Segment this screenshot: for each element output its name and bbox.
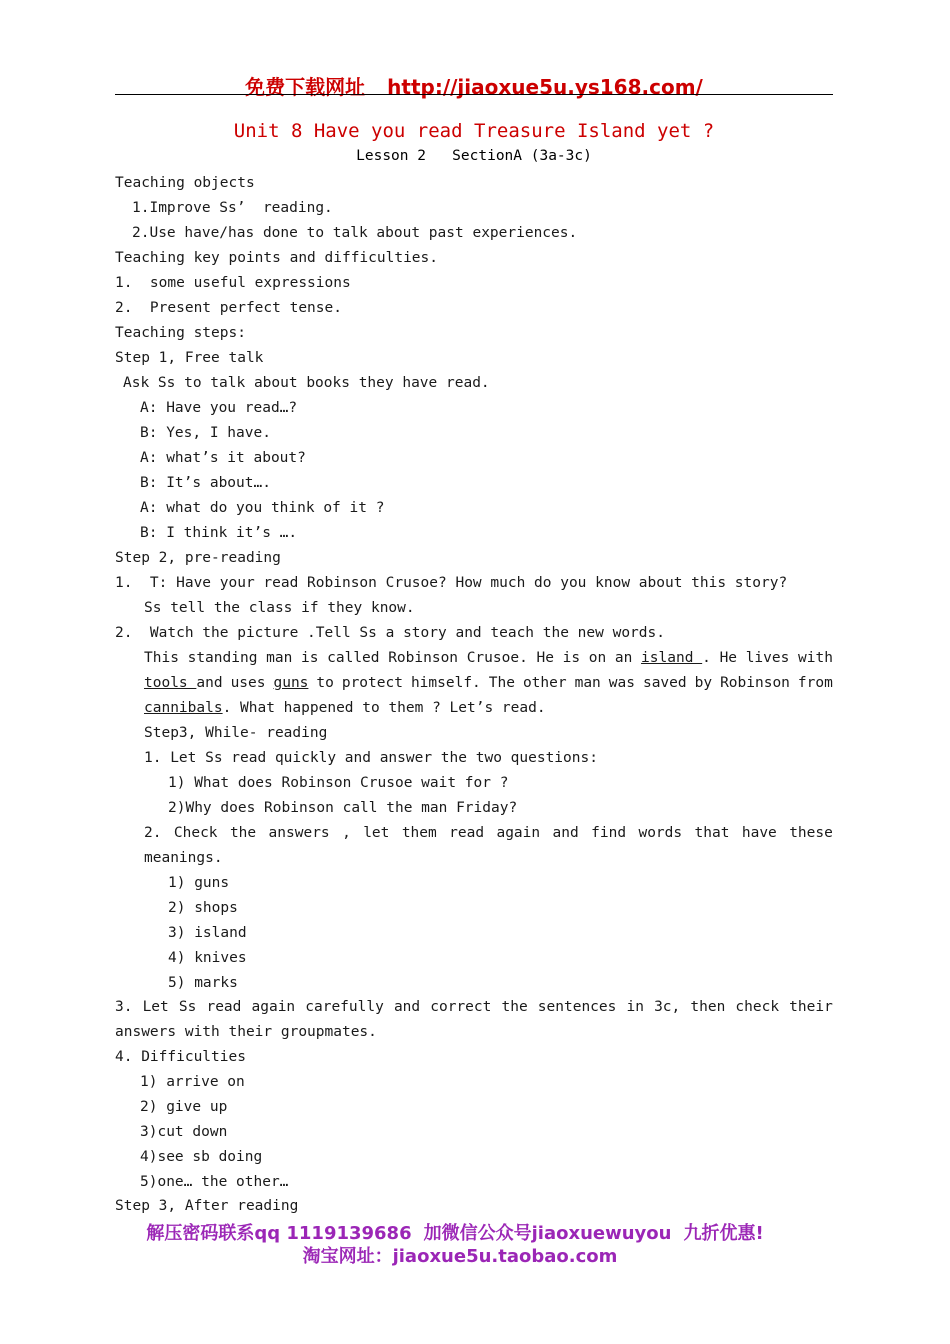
- word-item: 4) knives: [168, 950, 247, 966]
- story-line-1: This standing man is called Robinson Crusoe. He is on an island . He lives with: [144, 650, 833, 666]
- step2-heading: Step 2, pre-reading: [115, 550, 281, 566]
- difficulty-item: 3)cut down: [140, 1124, 228, 1140]
- step3-heading: Step3, While- reading: [144, 725, 328, 741]
- story-line-3: cannibals. What happened to them ? Let’s read.: [144, 700, 546, 716]
- page-subtitle: Lesson 2 SectionA (3a-3c): [356, 148, 592, 164]
- word-item: 1) guns: [168, 875, 230, 891]
- step1-heading: Step 1, Free talk: [115, 350, 264, 366]
- page-title: Unit 8 Have you read Treasure Island yet ?: [233, 120, 715, 142]
- item3-line: 3. Let Ss read again carefully and correct the sentences in 3c, then check their: [115, 999, 833, 1015]
- footer-shop-link[interactable]: 淘宝网址：jiaoxue5u.taobao.com: [302, 1246, 618, 1267]
- dialog-line: A: what’s it about?: [140, 450, 306, 466]
- header-url-link[interactable]: http://jiaoxue5u.ys168.com/: [387, 75, 703, 99]
- step3-q1: 1. Let Ss read quickly and answer the two questions:: [144, 750, 598, 766]
- difficulty-item: 1) arrive on: [140, 1074, 245, 1090]
- dialog-line: B: I think it’s ….: [140, 525, 298, 541]
- item4-heading: 4. Difficulties: [115, 1049, 246, 1065]
- objective-item: 2.Use have/has done to talk about past experiences.: [132, 225, 578, 241]
- step2-item2: 2. Watch the picture .Tell Ss a story and teach the new words.: [115, 625, 665, 641]
- item3-cont: answers with their groupmates.: [115, 1024, 377, 1040]
- dialog-line: B: Yes, I have.: [140, 425, 271, 441]
- objectives-heading: Teaching objects: [115, 175, 255, 191]
- step3-q2: 2. Check the answers , let them read again and find words that have these: [144, 825, 833, 841]
- dialog-line: A: Have you read…?: [140, 400, 298, 416]
- after-reading-heading: Step 3, After reading: [115, 1198, 299, 1214]
- dialog-line: A: what do you think of it ?: [140, 500, 385, 516]
- step3-q2-cont: meanings.: [144, 850, 223, 866]
- header-label: 免费下载网址: [245, 75, 366, 99]
- dialog-line: B: It’s about….: [140, 475, 271, 491]
- difficulty-item: 2) give up: [140, 1099, 228, 1115]
- keypoints-heading: Teaching key points and difficulties.: [115, 250, 439, 266]
- vocab-guns: guns: [273, 675, 309, 691]
- word-item: 5) marks: [168, 975, 238, 991]
- story-line-2: tools and uses guns to protect himself. The other man was saved by Robinson from: [144, 675, 833, 691]
- step2-item1: 1. T: Have your read Robinson Crusoe? How much do you know about this story?: [115, 575, 788, 591]
- header-banner: [115, 71, 833, 100]
- objective-item: 1.Improve Ss’ reading.: [132, 200, 333, 216]
- keypoint-item: 1. some useful expressions: [115, 275, 351, 291]
- vocab-tools: tools: [144, 675, 197, 691]
- step1-intro: Ask Ss to talk about books they have read.: [123, 375, 490, 391]
- keypoint-item: 2. Present perfect tense.: [115, 300, 342, 316]
- difficulty-item: 5)one… the other…: [140, 1174, 289, 1190]
- steps-heading: Teaching steps:: [115, 325, 246, 341]
- header-divider: [115, 94, 833, 95]
- step3-q1b: 2)Why does Robinson call the man Friday?: [168, 800, 518, 816]
- step3-q1a: 1) What does Robinson Crusoe wait for ?: [168, 775, 509, 791]
- vocab-cannibals: cannibals: [144, 700, 223, 716]
- footer-contact: 解压密码联系qq 1119139686 加微信公众号jiaoxuewuyou 九折优惠!: [146, 1223, 764, 1244]
- word-item: 2) shops: [168, 900, 238, 916]
- word-item: 3) island: [168, 925, 247, 941]
- step2-item1-cont: Ss tell the class if they know.: [144, 600, 415, 616]
- difficulty-item: 4)see sb doing: [140, 1149, 263, 1165]
- vocab-island: island: [641, 650, 703, 666]
